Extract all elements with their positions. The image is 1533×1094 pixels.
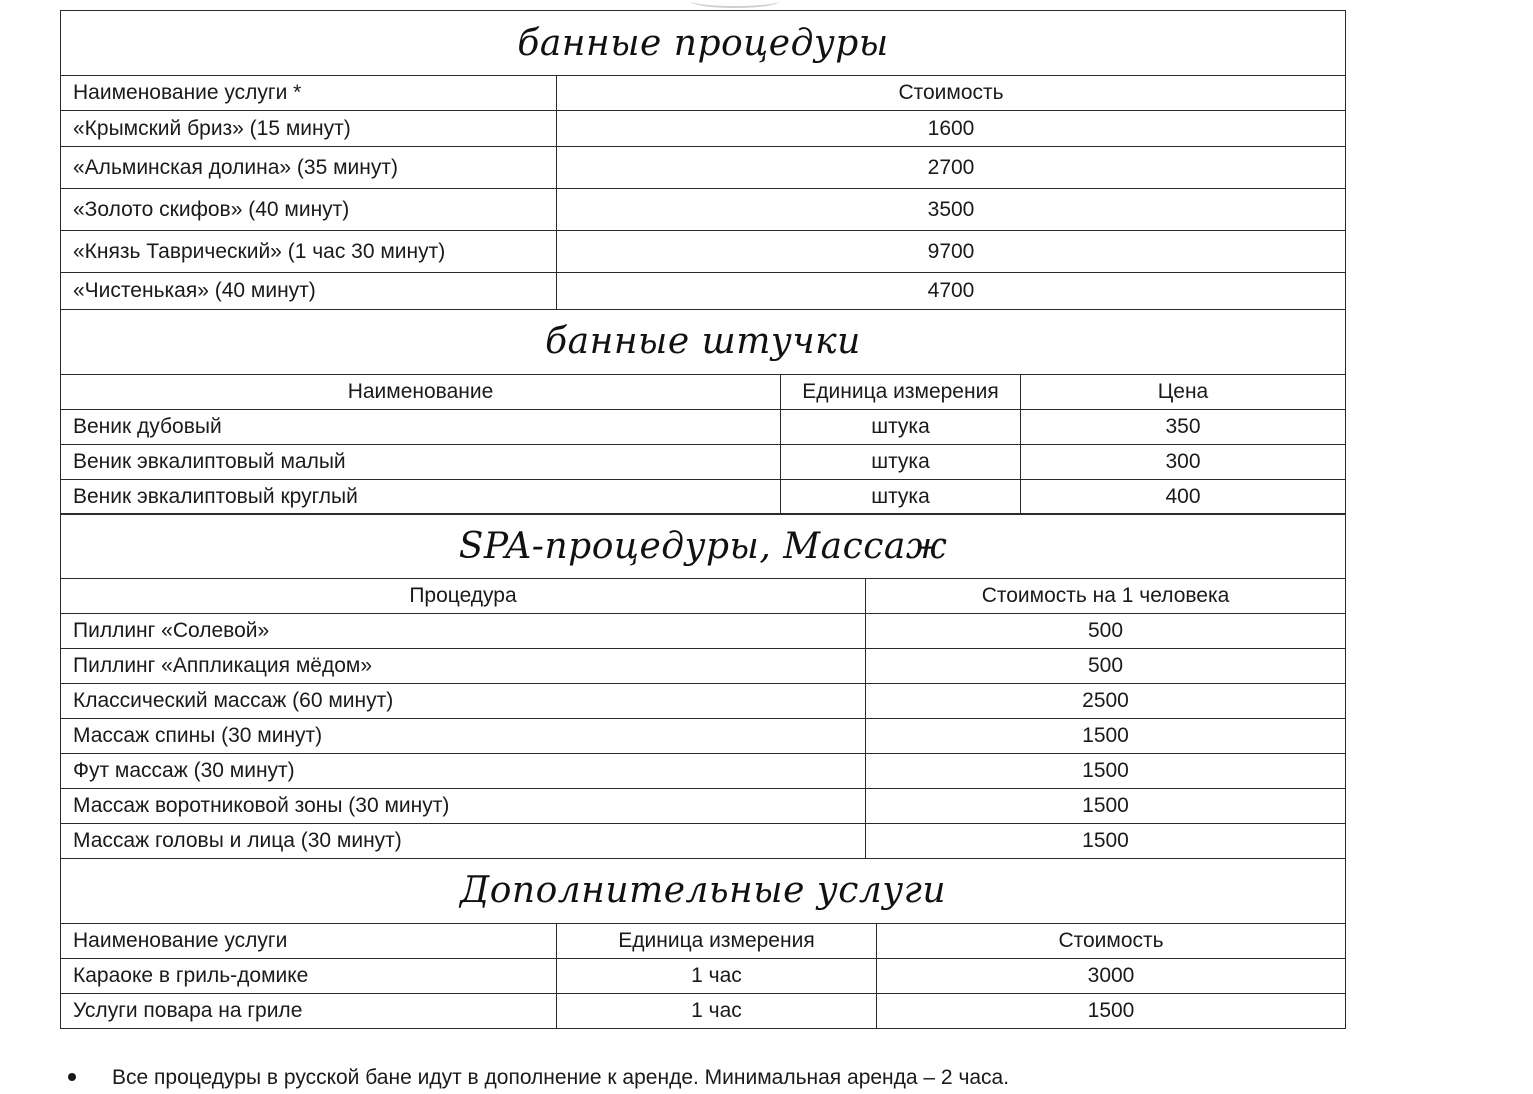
table-row [61, 993, 1346, 1028]
extra-header-name: Наименование услуги [61, 923, 557, 958]
extra-services-table [60, 858, 1346, 1029]
table-row [61, 649, 1346, 684]
items-header-price: Цена [1021, 374, 1346, 409]
item-price: 350 [1021, 409, 1346, 444]
table-row [61, 958, 1346, 993]
footnote [60, 1066, 1009, 1090]
spa-header-price: Стоимость на 1 человека [866, 579, 1346, 614]
table-row [61, 684, 1346, 719]
table-row [61, 719, 1346, 754]
procedure-name: Фут массаж (30 минут) [61, 754, 866, 789]
procedure-price: 500 [866, 649, 1346, 684]
table-row [61, 614, 1346, 649]
procedure-price: 2500 [866, 684, 1346, 719]
service-price: 3500 [557, 189, 1346, 231]
procedure-price: 1500 [866, 719, 1346, 754]
table-row [61, 789, 1346, 824]
item-name: Веник эвкалиптовый круглый [61, 479, 781, 514]
table-row [61, 479, 1346, 514]
table-row [61, 754, 1346, 789]
procedure-price: 1500 [866, 754, 1346, 789]
procedure-price: 1500 [866, 789, 1346, 824]
item-unit: штука [781, 479, 1021, 514]
item-price: 400 [1021, 479, 1346, 514]
procedure-name: Классический массаж (60 минут) [61, 684, 866, 719]
procedure-name: Массаж головы и лица (30 минут) [61, 824, 866, 859]
extra-unit: 1 час [557, 958, 877, 993]
service-price: 2700 [557, 147, 1346, 189]
items-header-name: Наименование [61, 374, 781, 409]
procedure-name: Массаж спины (30 минут) [61, 719, 866, 754]
service-name: «Князь Таврический» (1 час 30 минут) [61, 231, 557, 273]
procedure-price: 1500 [866, 824, 1346, 859]
top-decoration [690, 0, 780, 8]
bath-header-name: Наименование услуги * [61, 76, 557, 111]
service-price: 9700 [557, 231, 1346, 273]
table-row [61, 231, 1346, 273]
extra-unit: 1 час [557, 993, 877, 1028]
service-name: «Крымский бриз» (15 минут) [61, 111, 557, 147]
items-header-unit: Единица измерения [781, 374, 1021, 409]
spa-header-procedure: Процедура [61, 579, 866, 614]
procedure-name: Массаж воротниковой зоны (30 минут) [61, 789, 866, 824]
spa-table [60, 513, 1346, 859]
procedure-name: Пиллинг «Солевой» [61, 614, 866, 649]
bullet-icon [68, 1073, 76, 1081]
extra-name: Караоке в гриль-домике [61, 958, 557, 993]
bath-header-price: Стоимость [557, 76, 1346, 111]
table-row [61, 273, 1346, 310]
extra-header-price: Стоимость [877, 923, 1346, 958]
procedure-price: 500 [866, 614, 1346, 649]
item-name: Веник дубовый [61, 409, 781, 444]
bath-section-title: банные процедуры [61, 11, 1346, 76]
service-name: «Чистенькая» (40 минут) [61, 273, 557, 310]
footnote-text: Все процедуры в русской бане идут в дополнение к аренде. Минимальная аренда – 2 часа. [112, 1066, 1010, 1089]
extra-header-unit: Единица измерения [557, 923, 877, 958]
extra-price: 1500 [877, 993, 1346, 1028]
item-price: 300 [1021, 444, 1346, 479]
service-price: 1600 [557, 111, 1346, 147]
item-unit: штука [781, 444, 1021, 479]
spa-section-title: SPA-процедуры, Массаж [61, 514, 1346, 579]
service-price: 4700 [557, 273, 1346, 310]
extra-name: Услуги повара на гриле [61, 993, 557, 1028]
items-section-title: банные штучки [61, 309, 1346, 374]
table-row [61, 824, 1346, 859]
price-list [60, 10, 1345, 1029]
procedure-name: Пиллинг «Аппликация мёдом» [61, 649, 866, 684]
item-unit: штука [781, 409, 1021, 444]
table-row [61, 189, 1346, 231]
extra-section-title: Дополнительные услуги [61, 858, 1346, 923]
service-name: «Золото скифов» (40 минут) [61, 189, 557, 231]
table-row [61, 444, 1346, 479]
table-row [61, 147, 1346, 189]
bath-procedures-table [60, 10, 1346, 310]
table-row [61, 111, 1346, 147]
bath-items-table [60, 309, 1346, 515]
service-name: «Альминская долина» (35 минут) [61, 147, 557, 189]
extra-price: 3000 [877, 958, 1346, 993]
table-row [61, 409, 1346, 444]
item-name: Веник эвкалиптовый малый [61, 444, 781, 479]
